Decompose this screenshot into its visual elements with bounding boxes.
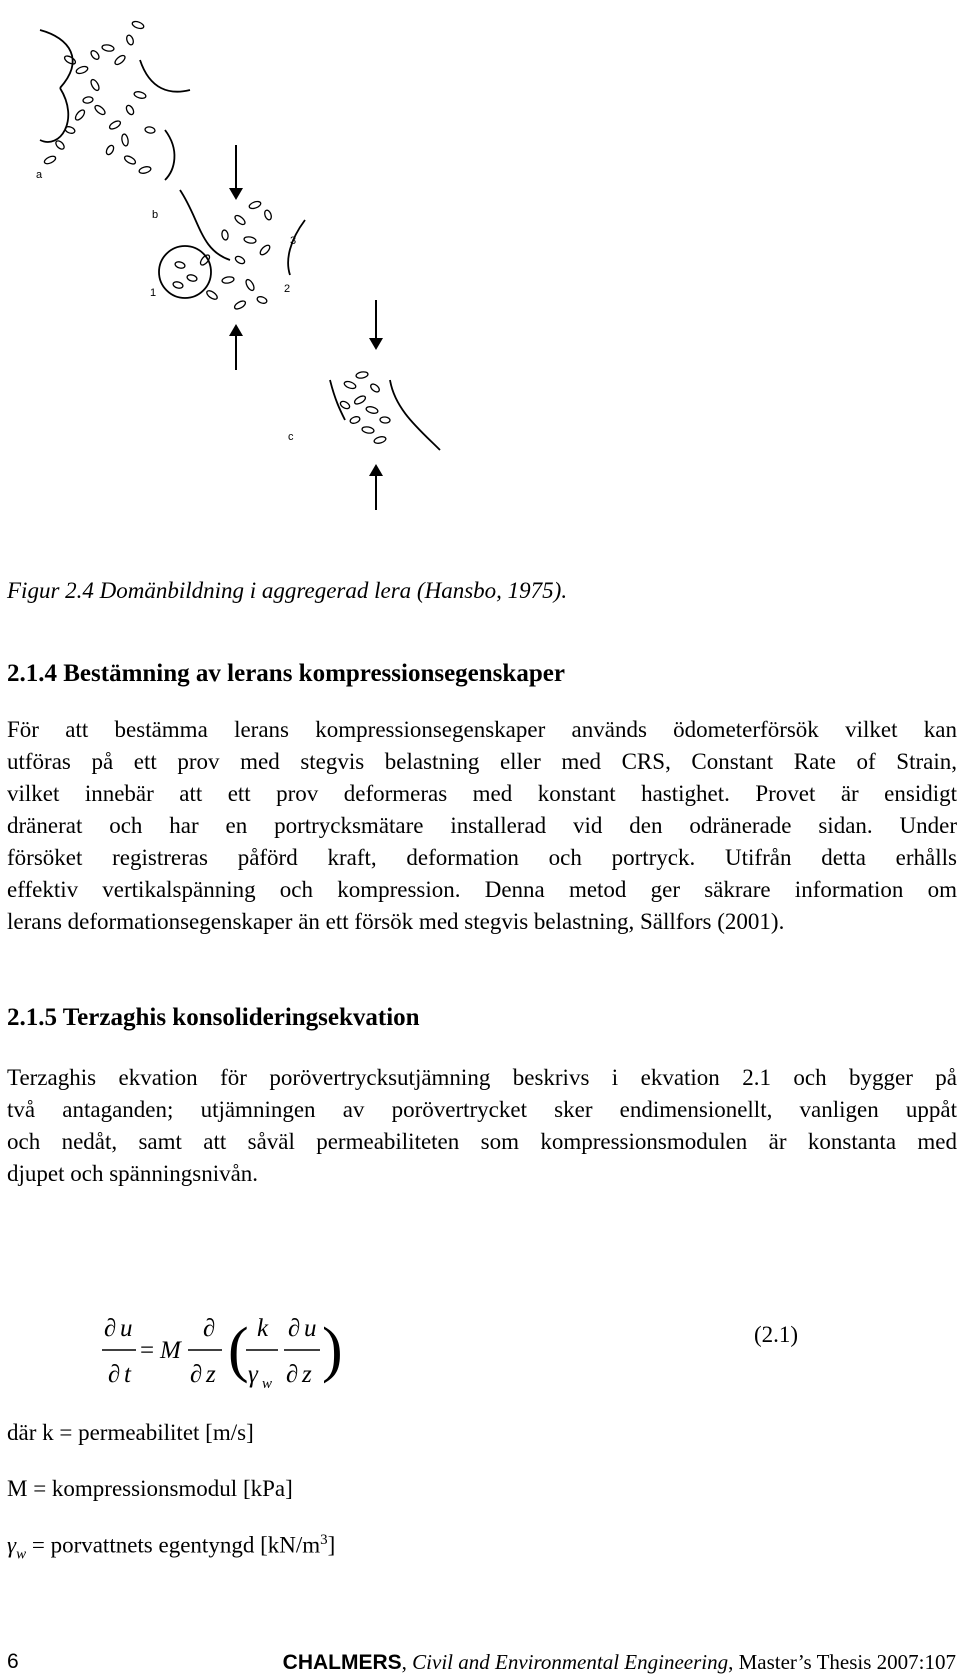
paragraph-line: två antaganden; utjämningen av porövertrycket sker endimensionellt, vanligen uppåt	[7, 1097, 957, 1122]
gamma-definition-text: = porvattnets egentyngd [kN/m	[26, 1532, 321, 1558]
paragraph-line: försöket registreras påförd kraft, deformation och portryck. Utifrån detta erhålls	[7, 845, 957, 870]
panel-label-a: a	[36, 169, 43, 181]
domain-circle-1	[159, 246, 211, 298]
footer-comma: ,	[401, 1650, 413, 1674]
figure-caption: Figur 2.4 Domänbildning i aggregerad lera (Hansbo, 1975).	[7, 578, 568, 603]
aggregate-outline-b	[180, 190, 230, 260]
eq-right-paren: )	[322, 1316, 343, 1384]
footer-org: CHALMERS	[282, 1651, 402, 1674]
page-number: 6	[7, 1650, 19, 1673]
eq-u: u	[120, 1315, 133, 1342]
gamma-definition-close: ]	[327, 1532, 336, 1558]
terzaghi-equation	[100, 1290, 960, 1400]
section-heading-compression: 2.1.4 Bestämning av lerans kompressionsegenskaper	[7, 660, 565, 687]
arrow-head-2	[229, 324, 243, 336]
eq-z: z	[302, 1361, 312, 1388]
paragraph-line: djupet och spänningsnivån.	[7, 1161, 259, 1186]
aggregate-outline-a3	[140, 60, 190, 92]
eq-w-subscript: w	[262, 1376, 273, 1392]
page-footer	[0, 1650, 960, 1678]
paragraph-line: Terzaghis ekvation för porövertrycksutjämning beskrivs i ekvation 2.1 och bygger på	[7, 1065, 957, 1090]
eq-partial: ∂	[203, 1315, 216, 1342]
eq-partial: ∂	[286, 1361, 299, 1388]
paragraph-line: och nedåt, samt att såväl permeabiliteten som kompressionsmodulen är konstanta med	[7, 1129, 957, 1154]
paragraph-compression	[7, 714, 957, 938]
gamma-subscript: w	[16, 1546, 27, 1563]
aggregate-outline-c2	[390, 380, 440, 450]
unit-exponent: 3	[320, 1532, 328, 1548]
panel-label-b: b	[152, 209, 159, 221]
eq-partial: ∂	[190, 1361, 203, 1388]
eq-equals: =	[140, 1337, 155, 1364]
equation-number: (2.1)	[754, 1322, 799, 1347]
definition-M: M = kompressionsmodul [kPa]	[7, 1476, 293, 1501]
paragraph-terzaghi	[7, 1062, 957, 1190]
eq-gamma: γ	[248, 1361, 258, 1388]
paragraph-line: vilket innebär att ett prov deformeras med konstant hastighet. Provet är ensidigt	[7, 781, 957, 806]
aggregate-outline-a2	[40, 88, 68, 142]
arrow-head-3	[369, 338, 383, 350]
gamma-symbol: γ	[7, 1532, 17, 1558]
aggregate-outline-c	[330, 380, 345, 420]
eq-partial: ∂	[104, 1315, 117, 1342]
eq-M: M	[160, 1337, 181, 1364]
section-heading-terzaghi: 2.1.5 Terzaghis konsolideringsekvation	[7, 1004, 420, 1031]
footer-citation	[283, 1650, 956, 1675]
definition-k: där k = permeabilitet [m/s]	[7, 1420, 254, 1445]
aggregate-outline-b2	[288, 220, 305, 275]
eq-z: z	[206, 1361, 216, 1388]
domain-formation-figure	[0, 0, 520, 560]
paragraph-line: effektiv vertikalspänning och kompression. Denna metod ger säkrare information om	[7, 877, 957, 902]
eq-partial: ∂	[288, 1315, 301, 1342]
domain-label-1: 1	[150, 287, 157, 299]
footer-dept: Civil and Environmental Engineering	[412, 1650, 729, 1674]
paragraph-line: utföras på ett prov med stegvis belastning eller med CRS, Constant Rate of Strain,	[7, 749, 957, 774]
arrow-head-1	[229, 188, 243, 200]
arrow-head-4	[369, 464, 383, 476]
eq-u: u	[304, 1315, 317, 1342]
eq-partial: ∂	[108, 1361, 121, 1388]
eq-t: t	[124, 1361, 131, 1388]
definition-gamma	[7, 1532, 335, 1563]
aggregate-outline-a	[40, 30, 73, 88]
panel-label-c: c	[288, 431, 294, 443]
aggregate-outline-a4	[165, 130, 174, 180]
paragraph-line: lerans deformationsegenskaper än ett försök med stegvis belastning, Sällfors (2001).	[7, 909, 785, 934]
paragraph-line: För att bestämma lerans kompressionsegenskaper används ödometerförsök vilket kan	[7, 717, 957, 742]
domain-label-2: 2	[284, 283, 291, 295]
domain-label-3: 3	[290, 235, 297, 247]
paragraph-line: dränerat och har en portrycksmätare installerad vid den odränerade sidan. Under	[7, 813, 957, 838]
footer-thesis: , Master’s Thesis 2007:107	[728, 1650, 956, 1674]
eq-left-paren: (	[228, 1316, 249, 1384]
eq-k: k	[257, 1315, 269, 1342]
